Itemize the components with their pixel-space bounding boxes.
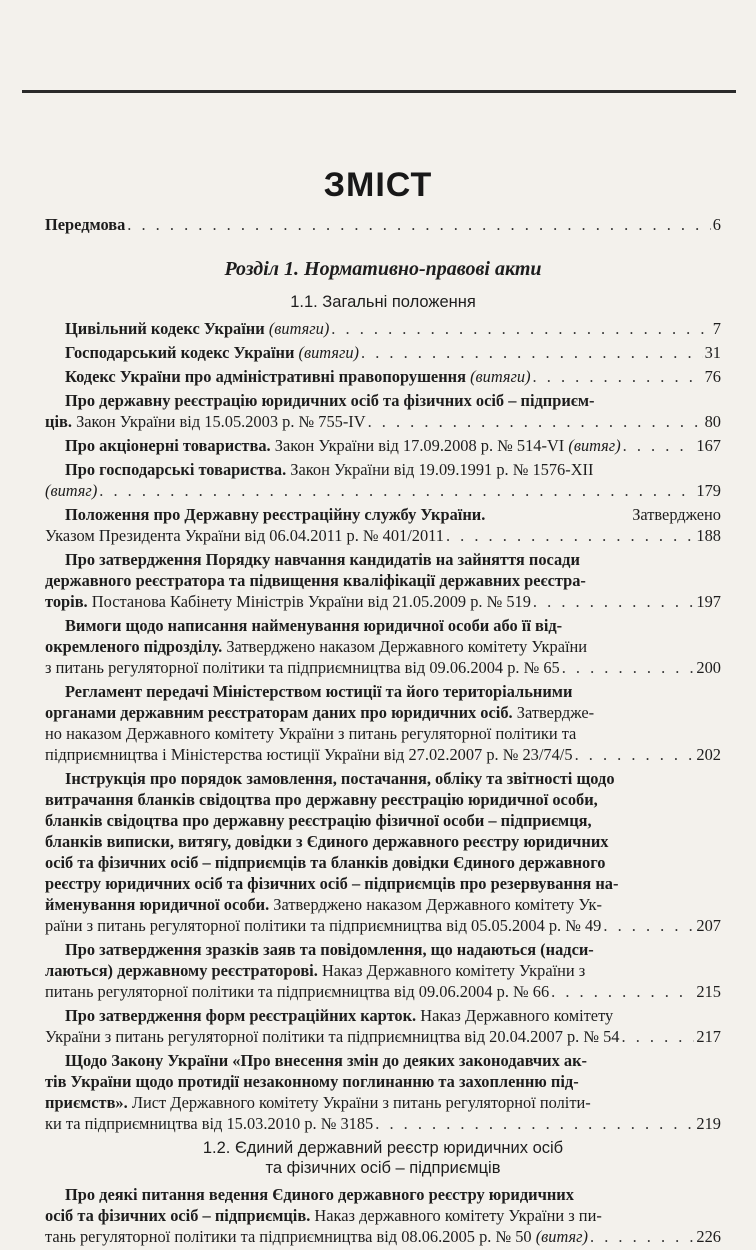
entry-source-cont: раїни з питань регуляторної політики та підприємництва від 05.05.2004 р. № 49 — [45, 916, 602, 935]
entry-note: (витяги) — [268, 319, 330, 338]
toc-entry-business-companies[interactable] — [45, 459, 721, 501]
entry-source: Лист Державного комітету України з питань регуляторної політи- — [131, 1093, 591, 1112]
entry-title-cont: ців. — [45, 412, 72, 431]
page-number: 167 — [696, 436, 721, 455]
entry-note: (витяг) — [568, 436, 621, 455]
page-number: 6 — [712, 215, 721, 234]
leader-dots — [127, 214, 711, 235]
toc-entry-registrar-training[interactable] — [45, 549, 721, 612]
entry-source-cont: ки та підприємництва від 15.03.2010 р. № 3185 — [45, 1114, 374, 1133]
entry-title-cont: лаються) державному реєстраторові. — [45, 961, 318, 980]
entry-source: Затверджено — [632, 505, 721, 524]
header-rule — [22, 90, 736, 93]
leader-dots — [368, 411, 703, 432]
entry-source: Закон України від 19.09.1991 р. № 1576-XII — [290, 460, 594, 479]
entry-title-cont: державного реєстратора та підвищення кваліфікації державних реєстра- — [45, 571, 586, 590]
leader-dots — [590, 1226, 694, 1247]
entry-source: Закон України від 15.05.2003 р. № 755-IV — [76, 412, 366, 431]
subsection-title-line: 1.2. Єдиний державний реєстр юридичних осіб — [202, 1139, 564, 1157]
entry-title-cont: торів. — [45, 592, 88, 611]
entry-title: Цивільний кодекс України — [65, 319, 265, 338]
page-number: 215 — [696, 982, 721, 1001]
entry-source-cont: з питань регуляторної політики та підприємництва від 09.06.2004 р. № 65 — [45, 658, 560, 677]
entry-title: Положення про Державну реєстраційну службу України. — [65, 505, 486, 524]
entry-title-cont: окремленого підрозділу. — [45, 637, 223, 656]
leader-dots — [603, 915, 694, 936]
toc-entry-admin-code[interactable] — [45, 366, 721, 387]
page-number: 200 — [696, 658, 721, 677]
entry-title-cont: бланків свідоцтва про державну реєстрацію фізичної особи – підприємця, — [45, 811, 592, 830]
entry-source-cont: но наказом Державного комітету України з питань регуляторної політики та — [45, 724, 577, 743]
entry-title: Про господарські товариства. — [65, 460, 287, 479]
subsection-heading: 1.1. Загальні положення — [290, 293, 476, 311]
entry-source: Наказ Державного комітету — [420, 1006, 614, 1025]
toc-entry-data-transfer-regulation[interactable] — [45, 681, 721, 765]
entry-title-cont: осіб та фізичних осіб – підприємців. — [45, 1206, 311, 1225]
leader-dots — [375, 1113, 694, 1134]
entry-title: Про деякі питання ведення Єдиного державного реєстру юридичних — [65, 1185, 574, 1204]
section-heading: Розділ 1. Нормативно-правові акти — [224, 258, 542, 280]
entry-title-cont: органами державним реєстраторам даних про юридичних осіб. — [45, 703, 513, 722]
entry-title-cont: реєстру юридичних осіб та фізичних осіб – підприємців про резервування на- — [45, 874, 619, 893]
leader-dots — [623, 435, 695, 456]
toc-entry-naming-requirements[interactable] — [45, 615, 721, 678]
entry-title-cont: витрачання бланків свідоцтва про державну реєстрацію юридичної особи, — [45, 790, 598, 809]
table-of-contents — [45, 214, 721, 1250]
toc-entry-registration-cards[interactable] — [45, 1005, 721, 1047]
entry-title-cont: тів України щодо протидії незаконному поглинанню та захопленню під- — [45, 1072, 579, 1091]
entry-note: (витяги) — [470, 367, 531, 386]
leader-dots — [575, 744, 695, 765]
leader-dots — [533, 366, 703, 387]
page-title: ЗМІСТ — [323, 166, 433, 204]
entry-source-cont: Указом Президента України від 06.04.2011 р. № 401/2011 — [45, 526, 444, 545]
entry-title: Кодекс України про адміністративні правопорушення — [65, 367, 466, 386]
page-number: 219 — [696, 1114, 721, 1133]
entry-title: Про затвердження зразків заяв та повідомлення, що надаються (надси- — [65, 940, 594, 959]
page-number: 7 — [712, 319, 721, 338]
entry-title: Про державну реєстрацію юридичних осіб та фізичних осіб – підприєм- — [65, 391, 595, 410]
entry-note: (витяги) — [298, 343, 359, 362]
page-number: 31 — [704, 343, 721, 362]
page-number: 226 — [696, 1227, 721, 1246]
entry-title: Інструкція про порядок замовлення, постачання, обліку та звітності щодо — [65, 769, 615, 788]
page-number: 217 — [696, 1027, 721, 1046]
page-number: 76 — [704, 367, 721, 386]
leader-dots — [331, 318, 711, 339]
toc-entry-application-samples[interactable] — [45, 939, 721, 1002]
entry-title: Про затвердження форм реєстраційних карток. — [65, 1006, 417, 1025]
leader-dots — [533, 591, 694, 612]
entry-source-cont: України з питань регуляторної політики та підприємництва від 20.04.2007 р. № 54 — [45, 1027, 620, 1046]
entry-source-cont: підприємництва і Міністерства юстиції України від 27.02.2007 р. № 23/74/5 — [45, 745, 573, 764]
entry-source: Затверджено наказом Державного комітету Ук- — [273, 895, 602, 914]
toc-entry-registration-service[interactable] — [45, 504, 721, 546]
entry-source: Затверджено наказом Державного комітету України — [226, 637, 588, 656]
entry-title: Щодо Закону України «Про внесення змін до деяких законодавчих ак- — [65, 1051, 587, 1070]
toc-entry-register-maintenance[interactable] — [45, 1184, 721, 1247]
entry-title-cont: йменування юридичної особи. — [45, 895, 270, 914]
page-number: 197 — [696, 592, 721, 611]
entry-source: Закон України від 17.09.2008 р. № 514-VI — [274, 436, 565, 455]
subsection-title-line: та фізичних осіб – підприємців — [265, 1159, 501, 1177]
leader-dots — [361, 342, 703, 363]
entry-title: Господарський кодекс України — [65, 343, 295, 362]
entry-title: Передмова — [45, 215, 126, 234]
leader-dots — [446, 525, 694, 546]
toc-entry-hostile-takeover-letter[interactable] — [45, 1050, 721, 1134]
leader-dots — [551, 981, 694, 1002]
entry-title: Про затвердження Порядку навчання кандидатів на зайняття посади — [65, 550, 580, 569]
entry-title-cont: приємств». — [45, 1093, 128, 1112]
leader-dots — [622, 1026, 695, 1047]
entry-title-cont: бланків виписки, витягу, довідки з Єдиного державного реєстру юридичних — [45, 832, 609, 851]
toc-entry-preface[interactable] — [45, 214, 721, 235]
page-number: 202 — [696, 745, 721, 764]
entry-title: Про акціонерні товариства. — [65, 436, 271, 455]
entry-title: Вимоги щодо написання найменування юридичної особи або її від- — [65, 616, 563, 635]
entry-source: Постанова Кабінету Міністрів України від 21.05.2009 р. № 519 — [91, 592, 531, 611]
toc-entry-civil-code[interactable] — [45, 318, 721, 339]
toc-entry-joint-stock[interactable] — [45, 435, 721, 456]
entry-source: Затвердже- — [516, 703, 595, 722]
page-number: 188 — [696, 526, 721, 545]
page-number: 207 — [696, 916, 721, 935]
entry-title-cont: осіб та фізичних осіб – підприємців та бланків довідки Єдиного державного — [45, 853, 606, 872]
entry-title: Регламент передачі Міністерством юстиції та його територіальними — [65, 682, 573, 701]
entry-source: Наказ державного комітету України з пи- — [314, 1206, 602, 1225]
entry-source: Наказ Державного комітету України з — [321, 961, 586, 980]
toc-entry-state-registration-law[interactable] — [45, 390, 721, 432]
entry-source-cont: тань регуляторної політики та підприємництва від 08.06.2005 р. № 50 — [45, 1227, 532, 1246]
toc-entry-commercial-code[interactable] — [45, 342, 721, 363]
subsection-heading-register — [45, 1138, 721, 1178]
toc-entry-blank-forms-instruction[interactable] — [45, 768, 721, 936]
entry-note: (витяг) — [45, 481, 98, 500]
entry-source-cont: питань регуляторної політики та підприємництва від 09.06.2004 р. № 66 — [45, 982, 550, 1001]
leader-dots — [562, 657, 695, 678]
leader-dots — [99, 480, 694, 501]
page-number: 80 — [704, 412, 721, 431]
entry-note: (витяг) — [535, 1227, 588, 1246]
page-number: 179 — [696, 481, 721, 500]
